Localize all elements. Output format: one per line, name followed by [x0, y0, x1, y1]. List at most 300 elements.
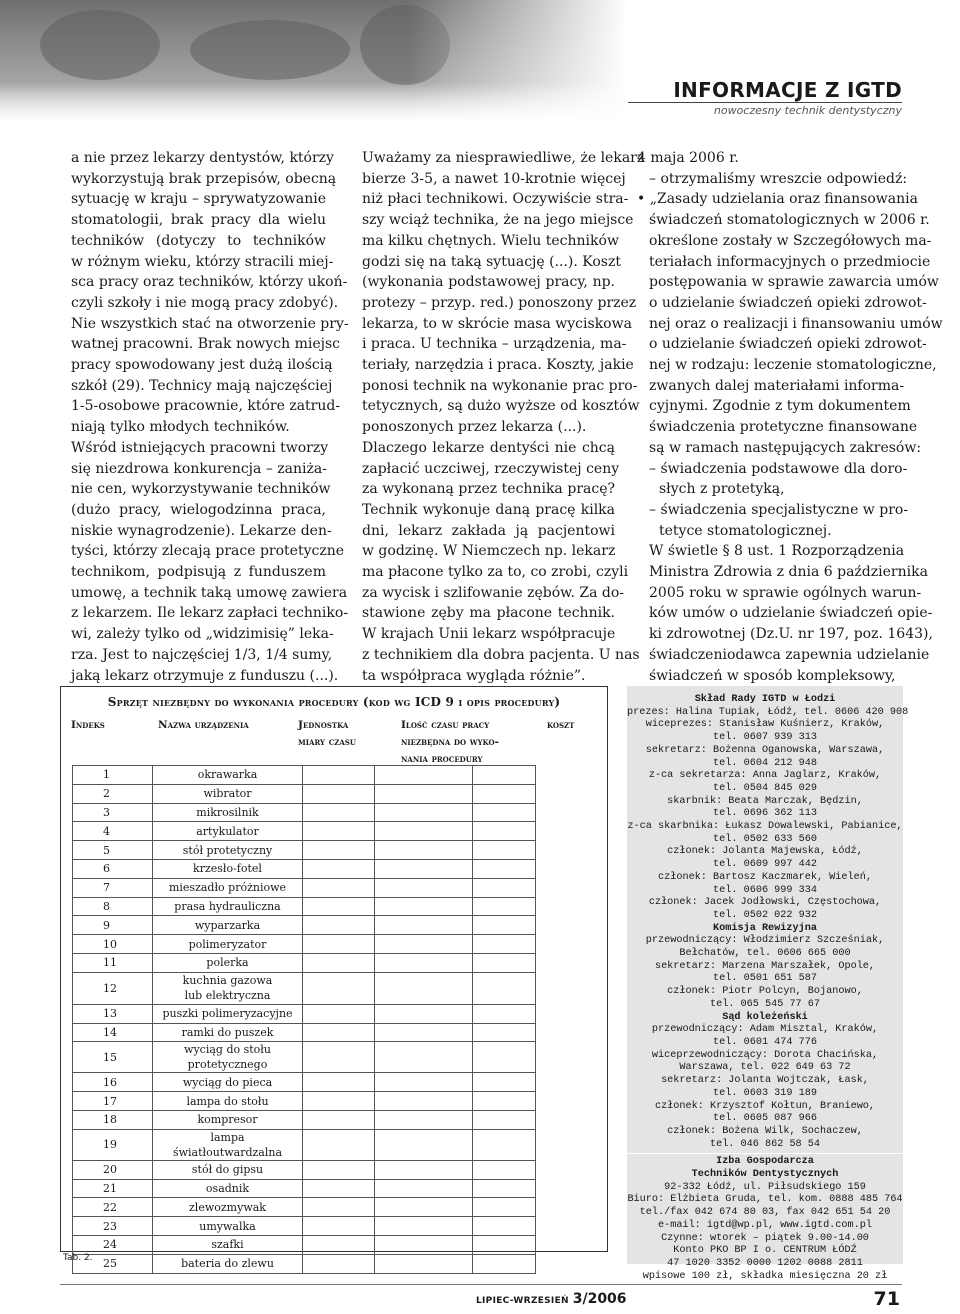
box-line: tel. 0603 319 189 — [713, 1087, 817, 1099]
row-cost — [473, 1110, 536, 1129]
row-unit — [303, 766, 375, 785]
text-line: • „Zasady udzielania oraz finansowania — [637, 191, 918, 208]
row-unit — [303, 1042, 375, 1073]
table-header — [61, 717, 607, 765]
row-cost — [473, 766, 536, 785]
row-index: 25 — [73, 1254, 153, 1273]
row-time — [375, 935, 473, 954]
table-row — [73, 1235, 536, 1254]
text-line: tyści, którzy zlecają prace protetyczne — [71, 543, 344, 560]
table-row — [73, 1217, 536, 1236]
device-name-line: szafki — [211, 1238, 244, 1252]
row-cost — [473, 935, 536, 954]
text-line: Uważamy za niesprawiedliwe, że lekarz — [362, 150, 645, 166]
text-line: szkół (29). Technicy mają najczęściej — [71, 377, 333, 394]
text-line: są w ramach następujących zakresów: — [649, 439, 922, 456]
device-name-line: kuchnia gazowa — [182, 974, 273, 988]
row-device-name — [153, 916, 303, 935]
row-unit — [303, 859, 375, 878]
row-time — [375, 1092, 473, 1111]
row-unit — [303, 897, 375, 916]
row-index: 9 — [73, 916, 153, 935]
row-device-name — [153, 1092, 303, 1111]
device-name-line: mikrosilnik — [196, 805, 259, 819]
text-line: cyjnymi. Zgodnie z tym dokumentem — [649, 398, 911, 415]
table-row — [73, 953, 536, 972]
row-unit — [303, 1217, 375, 1236]
box-line: Konto PKO BP I o. CENTRUM ŁÓDŹ — [673, 1245, 857, 1257]
row-unit — [303, 784, 375, 803]
text-line: za wykonaną przez technika pracę? — [362, 481, 615, 498]
box-line: członek: Bartosz Kaczmarek, Wieleń, — [658, 871, 872, 883]
row-cost — [473, 972, 536, 1004]
row-time — [375, 1160, 473, 1179]
row-index: 24 — [73, 1235, 153, 1254]
device-name-line: ramki do puszek — [181, 1025, 274, 1039]
row-device-name — [153, 1073, 303, 1092]
text-line: niskie wynagrodzenie). Lekarze den- — [71, 522, 332, 539]
row-index: 10 — [73, 935, 153, 954]
box-line: sekretarz: Bożenna Oganowska, Warszawa, — [645, 744, 885, 756]
row-unit — [303, 916, 375, 935]
row-cost — [473, 1092, 536, 1111]
row-time — [375, 784, 473, 803]
box-line: tel. 0606 999 334 — [713, 884, 817, 896]
box-line: prezes: Halina Tupiak, Łódź, tel. 0606 420 908 — [627, 706, 909, 718]
box-line: wiceprezes: Stanisław Kuśnierz, Kraków, — [645, 719, 885, 731]
row-unit — [303, 1110, 375, 1129]
box-heading: Skład Rady IGTD w Łodzi — [694, 694, 836, 705]
text-line: wykorzystują brak przepisów, obecną — [71, 170, 337, 187]
table-row — [73, 1023, 536, 1042]
device-name-line: kompresor — [197, 1113, 258, 1127]
row-cost — [473, 1254, 536, 1273]
text-line: słych z protetyką, — [659, 481, 785, 498]
row-cost — [473, 841, 536, 860]
table-row — [73, 935, 536, 954]
device-name-line: wyparzarka — [194, 918, 261, 932]
text-line: jaką lekarz otrzymuje z funduszu (...). — [71, 667, 339, 684]
text-line: niż płaci technikowi. Oczywiście stra- — [362, 191, 629, 208]
text-line: rza. Jest to najczęściej 1/3, 1/4 sumy, — [71, 646, 333, 663]
box-line: tel. 0609 997 442 — [713, 859, 817, 871]
row-cost — [473, 1073, 536, 1092]
row-index: 6 — [73, 859, 153, 878]
box-line: członek: Jacek Jodłowski, Częstochowa, — [648, 897, 882, 909]
row-unit — [303, 1023, 375, 1042]
text-line: protezy – przyp. red.) ponoszony przez — [362, 294, 637, 311]
row-time — [375, 1004, 473, 1023]
row-index: 17 — [73, 1092, 153, 1111]
box-line: 92-332 Łódź, ul. Piłsudskiego 159 — [664, 1181, 866, 1193]
box-line: tel. 0502 633 560 — [713, 833, 817, 845]
row-cost — [473, 784, 536, 803]
text-column-2 — [362, 148, 645, 686]
row-device-name — [153, 953, 303, 972]
row-time — [375, 1129, 473, 1160]
row-unit — [303, 1235, 375, 1254]
device-name-line: polerka — [206, 956, 249, 970]
box-heading: Izba Gospodarcza — [716, 1156, 814, 1168]
text-line: tetycznych, są dużo wyższe od kosztów — [362, 398, 640, 415]
row-index: 20 — [73, 1160, 153, 1179]
row-index: 11 — [73, 953, 153, 972]
text-line: pracy spowodowany jest dużą ilością — [71, 357, 333, 374]
table-row — [73, 897, 536, 916]
text-line: w godzinę. W Niemczech np. lekarz — [362, 543, 616, 560]
row-cost — [473, 897, 536, 916]
box-line: skarbnik: Beata Marczak, Będzin, — [667, 795, 863, 807]
table-grid — [72, 765, 536, 1274]
row-index: 19 — [73, 1129, 153, 1160]
row-device-name — [153, 766, 303, 785]
page-number: 71 — [873, 1288, 900, 1310]
text-line: ków umów o udzielanie świadczeń opie- — [649, 605, 933, 622]
box-line: Warszawa, tel. 022 649 63 72 — [679, 1062, 851, 1074]
box-line: Czynne: wtorek – piątek 9.00-14.00 — [661, 1232, 869, 1244]
header-time — [401, 717, 499, 768]
table-row — [73, 766, 536, 785]
section-title: INFORMACJE Z IGTD — [673, 78, 902, 102]
text-line: o udzielanie świadczeń opieki zdrowot- — [649, 294, 927, 311]
table-row — [73, 1129, 536, 1160]
table-row — [73, 878, 536, 897]
row-device-name — [153, 1217, 303, 1236]
text-line: W świetle § 8 ust. 1 Rozporządzenia — [649, 543, 905, 560]
row-unit — [303, 1129, 375, 1160]
row-time — [375, 1198, 473, 1217]
box-line: sekretarz: Jolanta Wojtczak, Łask, — [661, 1075, 869, 1087]
row-time — [375, 1042, 473, 1073]
text-line: z technikiem dla dobra pacjenta. U nas — [362, 646, 640, 663]
row-index: 2 — [73, 784, 153, 803]
text-line: świadczeniodawca zapewnia udzielanie — [649, 646, 930, 663]
header-cost: koszt — [547, 719, 575, 731]
box-line: tel. 0605 087 966 — [713, 1113, 817, 1125]
row-unit — [303, 953, 375, 972]
row-index: 21 — [73, 1179, 153, 1198]
text-line: 1-5-osobowe pracownie, które zatrud- — [71, 398, 341, 415]
row-cost — [473, 1129, 536, 1160]
text-line: teriały, narzędzia i praca. Koszty, jakie — [362, 357, 634, 374]
text-line: ki zdrowotnej (Dz.U. nr 197, poz. 1643), — [649, 626, 933, 643]
text-line: nie cen, wykorzystywanie techników — [71, 481, 331, 498]
device-name-line: lampa do stołu — [186, 1094, 269, 1108]
row-index: 16 — [73, 1073, 153, 1092]
section-subtitle: nowoczesny technik dentystyczny — [713, 104, 902, 117]
row-time — [375, 841, 473, 860]
box-line: członek: Jolanta Majewska, Łódź, — [667, 846, 863, 858]
text-line: o udzielanie świadczeń opieki zdrowot- — [649, 336, 927, 353]
text-line: postępowania w sprawie zawarcia umów — [649, 274, 939, 291]
row-time — [375, 1110, 473, 1129]
text-line: technikom, podpisują z funduszem — [71, 564, 326, 581]
text-line: świadczeń stomatologicznych w 2006 r. — [649, 212, 930, 229]
row-index: 8 — [73, 897, 153, 916]
row-device-name — [153, 935, 303, 954]
row-time — [375, 1254, 473, 1273]
row-index: 4 — [73, 822, 153, 841]
row-unit — [303, 1198, 375, 1217]
table-row — [73, 1254, 536, 1273]
box-line: tel. 0501 651 587 — [713, 973, 817, 985]
header-photo — [0, 0, 628, 122]
table-row — [73, 916, 536, 935]
device-name-line: stół protetyczny — [182, 843, 273, 857]
text-column-3 — [637, 148, 943, 686]
row-index: 14 — [73, 1023, 153, 1042]
table-caption: Tab. 2. — [63, 1253, 93, 1263]
row-index: 18 — [73, 1110, 153, 1129]
header-unit — [298, 717, 356, 751]
text-line: Ministra Zdrowia z dnia 6 października — [649, 564, 928, 581]
row-device-name — [153, 1235, 303, 1254]
footer-issue — [476, 1291, 627, 1307]
row-cost — [473, 1235, 536, 1254]
row-unit — [303, 1004, 375, 1023]
box-line: członek: Krzysztof Kołtun, Braniewo, — [654, 1100, 876, 1112]
row-time — [375, 1073, 473, 1092]
text-line: za wycisk i szlifowanie zębów. Za do- — [362, 584, 625, 601]
text-line: (wykonania podstawowej pracy, np. — [362, 274, 615, 291]
row-time — [375, 1217, 473, 1236]
row-cost — [473, 916, 536, 935]
header-rule — [628, 102, 902, 103]
row-device-name — [153, 784, 303, 803]
header-unit-line1: Jednostka — [298, 719, 349, 731]
row-time — [375, 897, 473, 916]
text-line: w różnym wieku, którzy stracili miej- — [71, 253, 334, 270]
box-line: tel. 0604 212 948 — [713, 757, 817, 769]
text-line: i praca. U technika – urządzenia, ma- — [362, 336, 627, 353]
text-line: świadczeń w sposób kompleksowy, — [649, 667, 896, 684]
row-time — [375, 916, 473, 935]
header-time-line1: Ilość czasu pracy — [401, 719, 490, 731]
text-line: ta współpraca wygląda różnie”. — [362, 667, 586, 684]
row-time — [375, 972, 473, 1004]
text-line: wi, zależy tylko od „widzimisię” leka- — [71, 626, 334, 643]
row-unit — [303, 803, 375, 822]
text-line: watnej pracowni. Brak nowych miejsc — [71, 336, 341, 353]
row-cost — [473, 1004, 536, 1023]
box-line: z-ca sekretarza: Anna Jaglarz, Kraków, — [648, 770, 882, 782]
row-device-name — [153, 859, 303, 878]
row-time — [375, 822, 473, 841]
row-index: 5 — [73, 841, 153, 860]
row-cost — [473, 1179, 536, 1198]
row-device-name — [153, 972, 303, 1004]
text-line: określone zostały w Szczegółowych ma- — [649, 232, 932, 249]
row-cost — [473, 1042, 536, 1073]
table-row — [73, 1073, 536, 1092]
device-name-line: lampa światłoutwardzalna — [172, 1130, 283, 1159]
box-line: tel. 0504 845 029 — [713, 782, 817, 794]
row-device-name — [153, 1198, 303, 1217]
text-line: umowę, a technik taką umowę zawiera — [71, 584, 348, 601]
table-row — [73, 859, 536, 878]
box-line: tel. 0696 362 113 — [713, 808, 817, 820]
box-line: tel. 046 862 58 54 — [709, 1138, 821, 1150]
box-line: członek: Piotr Polcyn, Bojanowo, — [667, 986, 863, 998]
row-time — [375, 1023, 473, 1042]
text-line: sytuację w kraju – sprywatyzowanie — [71, 191, 326, 208]
text-line: nej oraz o realizacji i finansowaniu umów — [649, 315, 943, 332]
row-index: 23 — [73, 1217, 153, 1236]
row-device-name — [153, 1023, 303, 1042]
table-row — [73, 1110, 536, 1129]
text-line: – świadczenia specjalistyczne w pro- — [649, 501, 909, 518]
header-name: Nazwa urządzenia — [158, 719, 249, 731]
header-unit-line2: miary czasu — [298, 736, 356, 748]
row-time — [375, 803, 473, 822]
row-unit — [303, 841, 375, 860]
row-cost — [473, 822, 536, 841]
box-line: tel. 0502 022 932 — [713, 909, 817, 921]
device-name-line: artykulator — [196, 824, 259, 838]
box-line: tel. 065 545 77 67 — [709, 998, 821, 1010]
box-line: wiceprzewodniczący: Dorota Chacińska, — [651, 1049, 879, 1061]
text-line: ponoszonych przez lekarza (...). — [362, 419, 587, 436]
row-time — [375, 953, 473, 972]
header-time-line2: niezbędna do wyko- — [401, 736, 499, 748]
table-row — [73, 1042, 536, 1073]
box-divider — [627, 1153, 903, 1154]
row-index: 15 — [73, 1042, 153, 1073]
device-name-line: osadnik — [205, 1181, 250, 1195]
device-name-line: mieszadło próżniowe — [168, 881, 287, 895]
table-row — [73, 1160, 536, 1179]
text-line: stomatologii, brak pracy dla wielu — [71, 212, 326, 229]
row-unit — [303, 1254, 375, 1273]
text-column-1 — [71, 148, 349, 686]
row-cost — [473, 878, 536, 897]
text-line: – świadczenia podstawowe dla doro- — [649, 460, 908, 477]
device-name-line: wyciąg do pieca — [182, 1075, 273, 1089]
row-device-name — [153, 1129, 303, 1160]
row-time — [375, 766, 473, 785]
box-line: tel./fax 042 674 80 03, fax 042 651 54 20 — [639, 1207, 891, 1219]
header-time-line3: nania procedury — [401, 753, 483, 765]
row-index: 7 — [73, 878, 153, 897]
text-line: się niezdrowa konkurencja – zaniża- — [71, 460, 327, 477]
text-line: 4 maja 2006 r. — [637, 150, 739, 166]
row-unit — [303, 1092, 375, 1111]
box-line: członek: Bożena Wilk, Sochaczew, — [667, 1125, 863, 1137]
row-unit — [303, 1179, 375, 1198]
row-cost — [473, 1023, 536, 1042]
row-device-name — [153, 897, 303, 916]
row-index: 3 — [73, 803, 153, 822]
table-row — [73, 1092, 536, 1111]
row-index: 12 — [73, 972, 153, 1004]
row-cost — [473, 1198, 536, 1217]
device-name-line: wibrator — [203, 787, 252, 801]
text-line: z lekarzem. Ile lekarz zapłaci techniko- — [71, 605, 349, 622]
box-line: e-mail: igtd@wp.pl, www.igtd.com.pl — [658, 1219, 872, 1231]
text-line: – otrzymaliśmy wreszcie odpowiedź: — [649, 170, 908, 187]
device-name-line: lub elektryczna — [184, 989, 271, 1003]
text-line: szy wciąż technika, że na jego miejsce — [362, 212, 634, 229]
row-unit — [303, 1160, 375, 1179]
device-name-line: krzesło-fotel — [193, 862, 262, 876]
device-name-line: zlewozmywak — [189, 1200, 266, 1214]
row-cost — [473, 803, 536, 822]
text-line: Wśród istniejących pracowni tworzy — [71, 439, 329, 456]
text-line: świadczenia protetyczne finansowane — [649, 419, 918, 436]
text-line: czyli szkoły i nie mogą pracy zdobyć). — [71, 294, 339, 311]
device-name-line: bateria do zlewu — [181, 1257, 274, 1271]
box-line: Biuro: Elżbieta Gruda, tel. kom. 0888 485 764 — [627, 1194, 903, 1206]
box-line: Bełchatów, tel. 0606 665 000 — [679, 948, 851, 960]
text-line: Technik wykonuje daną pracę kilka — [362, 501, 615, 518]
text-line: sca pracy oraz techników, którzy ukoń- — [71, 274, 348, 291]
device-name-line: umywalka — [199, 1219, 256, 1233]
box-line: tel. 0601 474 776 — [713, 1036, 817, 1048]
text-line: godzi się na taką sytuację (...). Koszt — [362, 253, 621, 270]
text-line: nej w rodzaju: leczenie stomatologiczne, — [649, 357, 937, 374]
box-heading: Sąd koleżeński — [722, 1011, 808, 1023]
text-line: (dużo pracy, wielogodzinna praca, — [71, 501, 326, 518]
row-time — [375, 1235, 473, 1254]
row-cost — [473, 859, 536, 878]
device-name-line: wyciąg do stołu protetycznego — [184, 1043, 271, 1072]
box-line: tel. 0607 939 313 — [713, 732, 817, 744]
table-row — [73, 1179, 536, 1198]
row-cost — [473, 1217, 536, 1236]
row-cost — [473, 953, 536, 972]
box-line: wpisowe 100 zł, składka miesięczna 20 zł — [642, 1270, 888, 1282]
table-row — [73, 1004, 536, 1023]
box-line: sekretarz: Marzena Marszałek, Opole, — [654, 960, 876, 972]
header-index: Indeks — [71, 719, 105, 731]
text-line: lekarza, to w skrócie masa wyciskowa — [362, 315, 632, 332]
box-heading: Komisja Rewizyjna — [713, 922, 817, 934]
row-index: 22 — [73, 1198, 153, 1217]
issue-number: 3/2006 — [572, 1291, 627, 1307]
text-line: 2005 roku w sprawie ogólnych warun- — [649, 584, 922, 601]
text-line: stawione zęby ma płacone technik. — [362, 605, 615, 622]
text-line: dni, lekarz zakłada ją pacjentowi — [362, 522, 615, 539]
text-line: ma płacone tylko za to, co zrobi, czyli — [362, 564, 629, 581]
table-row — [73, 841, 536, 860]
row-device-name — [153, 1179, 303, 1198]
device-name-line: polimeryzator — [188, 937, 267, 951]
text-line: zapłacić uczciwej, rzeczywistej ceny — [362, 460, 620, 477]
table-row — [73, 822, 536, 841]
box-line: 47 1020 3352 0000 1202 0088 2811 — [667, 1257, 863, 1269]
footer-rule — [60, 1284, 902, 1285]
row-device-name — [153, 803, 303, 822]
text-line: techników (dotyczy to techników — [71, 232, 326, 249]
text-line: zwanych dalej materiałami informa- — [649, 377, 905, 394]
row-index: 1 — [73, 766, 153, 785]
box-line: przewodniczący: Włodzimierz Szcześniak, — [645, 935, 885, 947]
row-device-name — [153, 878, 303, 897]
box-line: przewodniczący: Adam Misztal, Kraków, — [651, 1024, 879, 1036]
row-cost — [473, 1160, 536, 1179]
row-device-name — [153, 1160, 303, 1179]
row-time — [375, 859, 473, 878]
table-row — [73, 972, 536, 1004]
row-device-name — [153, 841, 303, 860]
text-line: W krajach Unii lekarz współpracuje — [362, 626, 616, 643]
row-device-name — [153, 1110, 303, 1129]
igtd-council-box — [627, 686, 909, 1282]
table-row — [73, 784, 536, 803]
row-index: 13 — [73, 1004, 153, 1023]
text-line: Nie wszystkich stać na otworzenie pry- — [71, 315, 349, 332]
text-line: bierze 3-5, a nawet 10-krotnie więcej — [362, 170, 626, 187]
